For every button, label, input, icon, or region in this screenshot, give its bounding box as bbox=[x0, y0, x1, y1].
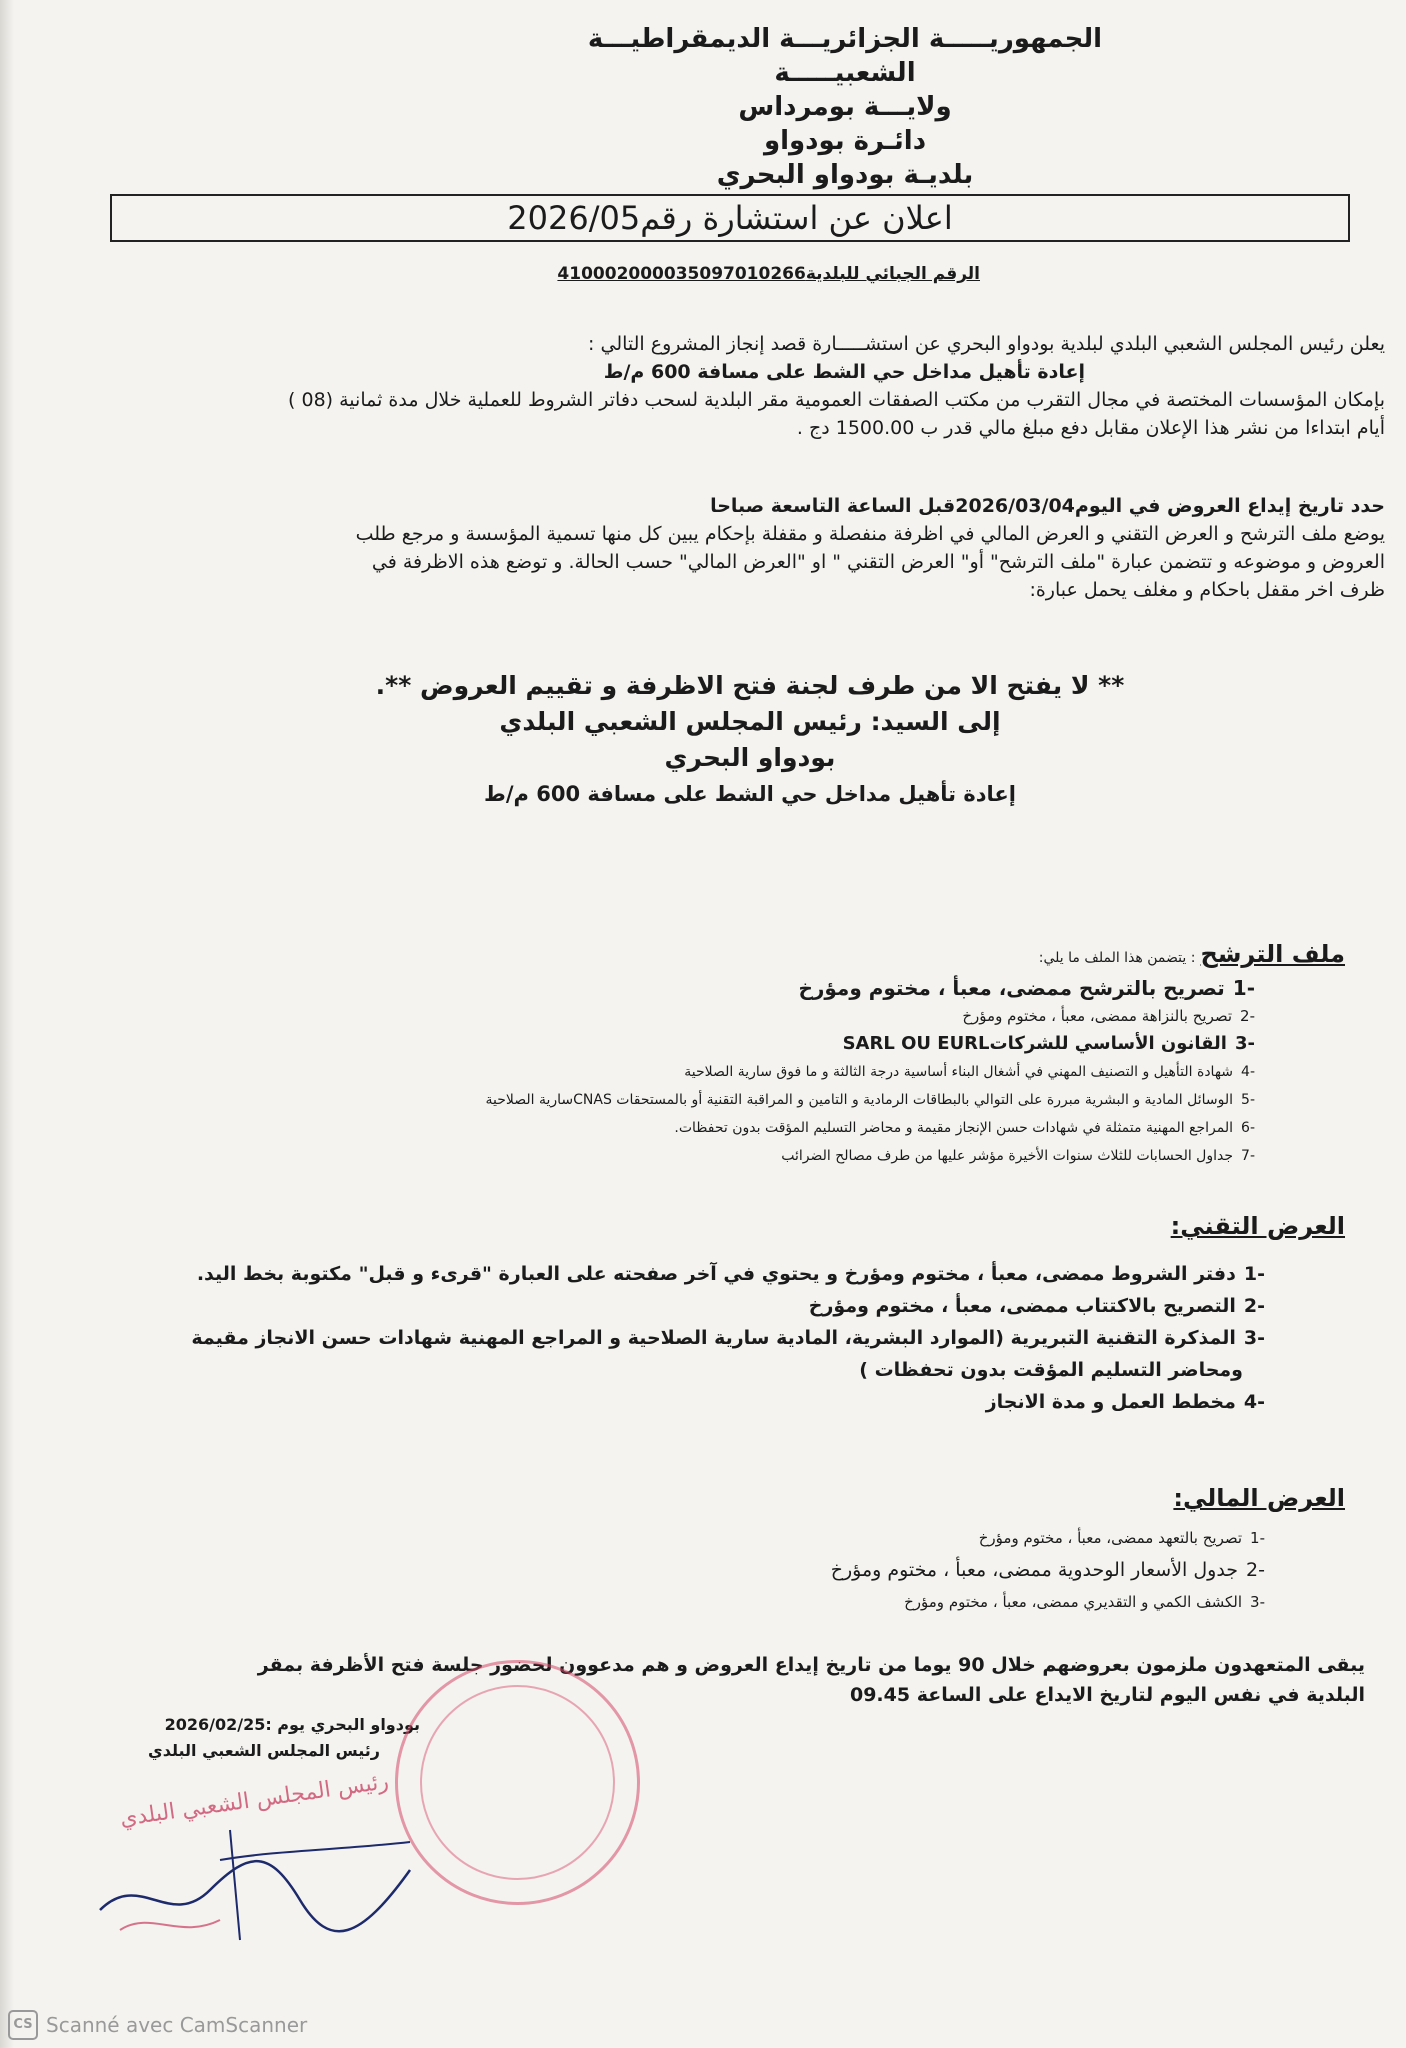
financial-list bbox=[400, 1522, 1345, 1618]
list-item bbox=[180, 1030, 1255, 1058]
list-item-text: دفتر الشروط ممضى، معبأ ، مختوم ومؤرخ و يحتوي في آخر صفحته على العبارة "قرىء و قبل" مكتوبة بخط اليد. bbox=[196, 1263, 1236, 1285]
republic-name: الجمهوريـــــة الجزائريـــة الديمقراطيـــة الشعبيـــــة bbox=[587, 24, 1103, 88]
deposit-section bbox=[130, 492, 1385, 604]
list-item bbox=[180, 1058, 1255, 1086]
list-item-number: -7 bbox=[1241, 1148, 1255, 1164]
intro-line: يعلن رئيس المجلس الشعبي البلدي لبلدية بودواو البحري عن استشـــــارة قصد إنجاز المشروع التالي : bbox=[588, 333, 1385, 355]
project-name: إعادة تأهيل مداخل حي الشط على مسافة 600 م/ط bbox=[603, 361, 1085, 383]
signature-handwritten-label: رئيس المجلس الشعبي البلدي bbox=[118, 1769, 391, 1832]
intro-line: بإمكان المؤسسات المختصة في مجال التقرب من مكتب الصفقات العمومية مقر البلدية لسحب دفاتر الشروط للعملية خلال مدة ثمانية (08 ) bbox=[288, 389, 1385, 411]
signature-scribble-icon bbox=[80, 1790, 500, 1950]
announcement-title: اعلان عن استشارة رقم2026/05 bbox=[110, 194, 1350, 242]
candidature-section bbox=[180, 940, 1345, 1170]
list-item-number: -2 bbox=[1246, 1559, 1265, 1581]
list-item-text: الوسائل المادية و البشرية مبررة على التوالي بالبطاقات الرمادية و التامين و المراقبة التقنية أو بالمستحقات CNASسارية الصلاحية bbox=[485, 1092, 1234, 1108]
technical-title: العرض التقني: bbox=[1170, 1212, 1345, 1240]
intro-section bbox=[130, 330, 1385, 442]
signature-block bbox=[90, 1712, 420, 1764]
closing-section bbox=[100, 1650, 1365, 1710]
wilaya-name: ولايـــة بومرداس bbox=[738, 92, 952, 122]
envelope-recipient: إلى السيد: رئيس المجلس الشعبي البلدي bbox=[499, 707, 1001, 736]
list-item-text: جدول الأسعار الوحدوية ممضى، معبأ ، مختوم ومؤرخ bbox=[830, 1559, 1239, 1581]
list-item-number: -4 bbox=[1243, 1391, 1265, 1413]
list-item-number: -1 bbox=[1243, 1263, 1265, 1285]
list-item-number: -2 bbox=[1243, 1295, 1265, 1317]
list-item-number: -1 bbox=[1250, 1529, 1265, 1547]
list-item-text: تصريح بالترشح ممضى، معبأ ، مختوم ومؤرخ bbox=[798, 976, 1225, 1000]
list-item-text: شهادة التأهيل و التصنيف المهني في أشغال البناء أساسية درجة الثالثة و ما فوق سارية الصلاحية bbox=[684, 1064, 1234, 1080]
camscanner-icon: CS bbox=[8, 2010, 38, 2040]
list-item-number: -3 bbox=[1243, 1327, 1265, 1349]
list-item-text: تصريح بالتعهد ممضى، معبأ ، مختوم ومؤرخ bbox=[978, 1529, 1243, 1547]
signature-role: رئيس المجلس الشعبي البلدي bbox=[148, 1741, 380, 1760]
financial-section bbox=[400, 1484, 1345, 1618]
list-item-text: التصريح بالاكتتاب ممضى، معبأ ، مختوم ومؤرخ bbox=[808, 1295, 1236, 1317]
page-fold-shadow bbox=[0, 0, 14, 2048]
fiscal-number: الرقم الجبائي للبلدية410002000035097010266 bbox=[557, 264, 980, 284]
camscanner-watermark bbox=[8, 2010, 307, 2040]
envelope-project: إعادة تأهيل مداخل حي الشط على مسافة 600 م/ط bbox=[484, 782, 1016, 806]
deposit-date: حدد تاريخ إيداع العروض في اليوم2026/03/04قبل الساعة التاسعة صباحا bbox=[710, 495, 1385, 517]
list-item-text: المذكرة التقنية التبريرية (الموارد البشرية، المادية سارية الصلاحية و المراجع المهنية شهادات حسن الانجاز مقيمة bbox=[191, 1327, 1236, 1349]
list-item-number: -4 bbox=[1241, 1064, 1255, 1080]
list-item bbox=[400, 1522, 1265, 1554]
list-item bbox=[180, 1086, 1255, 1114]
list-item bbox=[100, 1354, 1265, 1386]
list-item bbox=[180, 1142, 1255, 1170]
closing-line: يبقى المتعهدون ملزمون بعروضهم خلال 90 يوما من تاريخ إيداع العروض و هم مدعوون لحضور جلسة فتح الأظرفة بمقر bbox=[257, 1654, 1365, 1676]
envelope-warning: ** لا يفتح الا من طرف لجنة فتح الاظرفة و تقييم العروض **. bbox=[375, 671, 1125, 700]
list-item bbox=[100, 1290, 1265, 1322]
technical-list bbox=[100, 1258, 1345, 1418]
list-item bbox=[100, 1322, 1265, 1354]
letterhead bbox=[560, 22, 1130, 192]
list-item bbox=[180, 1002, 1255, 1030]
deposit-line: يوضع ملف الترشح و العرض التقني و العرض المالي في اظرفة منفصلة و مقفلة بإحكام يبين كل منها تسمية المؤسسة و مرجع طلب bbox=[355, 523, 1385, 545]
closing-line: البلدية في نفس اليوم لتاريخ الايداع على الساعة 09.45 bbox=[849, 1684, 1365, 1706]
list-item-text: جداول الحسابات للثلاث سنوات الأخيرة مؤشر عليها من طرف مصالح الضرائب bbox=[781, 1148, 1234, 1164]
financial-title: العرض المالي: bbox=[1173, 1484, 1345, 1512]
commune-name: بلديـة بودواو البحري bbox=[716, 160, 974, 190]
list-item bbox=[100, 1258, 1265, 1290]
envelope-commune: بودواو البحري bbox=[664, 743, 836, 772]
technical-section bbox=[100, 1212, 1345, 1418]
list-item-number: -5 bbox=[1241, 1092, 1255, 1108]
deposit-line: العروض و موضوعه و تتضمن عبارة "ملف الترشح" أو" العرض التقني " او "العرض المالي" حسب الحالة. و توضع هذه الاظرفة في bbox=[371, 551, 1385, 573]
list-item-text: القانون الأساسي للشركاتSARL OU EURL bbox=[842, 1033, 1227, 1054]
list-item-text: المراجع المهنية متمثلة في شهادات حسن الإنجاز مقيمة و محاضر التسليم المؤقت بدون تحفظات. bbox=[674, 1120, 1234, 1136]
signature-date: بودواو البحري يوم :2026/02/25 bbox=[164, 1715, 420, 1734]
envelope-mention bbox=[300, 668, 1200, 812]
daira-name: دائـرة بودواو bbox=[763, 126, 927, 156]
list-item-number: -3 bbox=[1250, 1593, 1265, 1611]
candidature-list bbox=[180, 974, 1345, 1170]
list-item bbox=[400, 1554, 1265, 1586]
list-item-number: -2 bbox=[1240, 1007, 1255, 1025]
list-item bbox=[400, 1586, 1265, 1618]
list-item bbox=[180, 974, 1255, 1002]
deposit-line: ظرف اخر مقفل باحكام و مغلف يحمل عبارة: bbox=[1029, 579, 1385, 601]
handwritten-signature bbox=[80, 1769, 500, 1950]
candidature-heading bbox=[180, 940, 1345, 968]
list-item-text: الكشف الكمي و التقديري ممضى، معبأ ، مختوم ومؤرخ bbox=[904, 1593, 1243, 1611]
candidature-title: ملف الترشح bbox=[1200, 940, 1345, 968]
camscanner-text: Scanné avec CamScanner bbox=[46, 2013, 308, 2037]
intro-line: أيام ابتداءا من نشر هذا الإعلان مقابل دفع مبلغ مالي قدر ب 1500.00 دج . bbox=[796, 417, 1385, 439]
candidature-subtitle: : يتضمن هذا الملف ما يلي: bbox=[1038, 950, 1196, 966]
list-item-number: -3 bbox=[1234, 1033, 1255, 1054]
list-item-text: تصريح بالنزاهة ممضى، معبأ ، مختوم ومؤرخ bbox=[962, 1007, 1233, 1025]
list-item-number: -6 bbox=[1241, 1120, 1255, 1136]
list-item-text: ومحاضر التسليم المؤقت بدون تحفظات ) bbox=[859, 1359, 1243, 1381]
list-item bbox=[180, 1114, 1255, 1142]
list-item-text: مخطط العمل و مدة الانجاز bbox=[985, 1391, 1236, 1413]
list-item bbox=[100, 1386, 1265, 1418]
list-item-number: -1 bbox=[1232, 976, 1255, 1000]
